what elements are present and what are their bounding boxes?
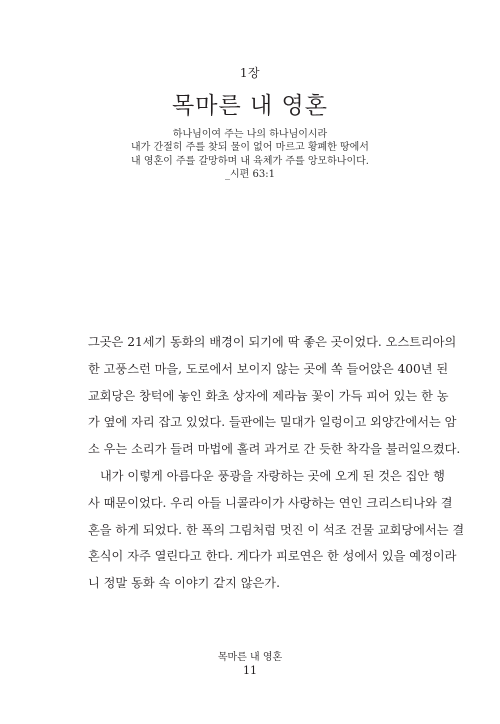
chapter-title: 목마른 내 영혼 — [172, 93, 328, 119]
epigraph-line: 내 영혼이 주를 갈망하며 내 육체가 주를 앙모하나이다. — [131, 155, 369, 167]
epigraph-line: 내가 간절히 주를 찾되 물이 없어 마르고 황폐한 땅에서 — [131, 142, 369, 154]
body-text — [88, 329, 465, 597]
epigraph — [0, 128, 500, 182]
page-number: 11 — [243, 664, 257, 677]
paragraph — [88, 329, 461, 463]
text-line: 교회당은 창턱에 놓인 화초 상자에 제라늄 꽃이 가득 피어 있는 한 농 — [88, 388, 449, 403]
text-line: 혼식이 자주 열린다고 한다. 게다가 피로연은 한 성에서 있을 예정이라 — [88, 549, 457, 564]
paragraph — [88, 463, 465, 597]
text-line: 혼을 하게 되었다. 한 폭의 그림처럼 멋진 이 석조 건물 교회당에서는 결 — [88, 522, 465, 537]
text-line: 니 정말 동화 속 이야기 같지 않은가. — [88, 576, 280, 591]
running-footer-title: 목마른 내 영혼 — [217, 652, 283, 663]
epigraph-line: 하나님이여 주는 나의 하나님이시라 — [172, 129, 328, 140]
text-line: 가 옆에 자리 잡고 있었다. 들판에는 밀대가 일렁이고 외양간에서는 암 — [88, 415, 457, 430]
text-line: 한 고풍스런 마을, 도로에서 보이지 않는 곳에 쏙 들어앉은 400년 된 — [88, 361, 449, 376]
epigraph-source: _시편 63:1 — [225, 169, 275, 181]
text-line: 사 때문이었다. 우리 아들 니콜라이가 사랑하는 연인 크리스티나와 결 — [88, 495, 453, 510]
text-line: 내가 이렇게 아름다운 풍광을 자랑하는 곳에 오게 된 것은 집안 행 — [100, 468, 445, 483]
text-line: 그곳은 21세기 동화의 배경이 되기에 딱 좋은 곳이었다. 오스트리아의 — [88, 335, 457, 349]
text-line: 소 우는 소리가 들려 마법에 홀려 과거로 간 듯한 착각을 불러일으켰다. — [88, 442, 461, 457]
chapter-number: 1장 — [239, 66, 261, 80]
